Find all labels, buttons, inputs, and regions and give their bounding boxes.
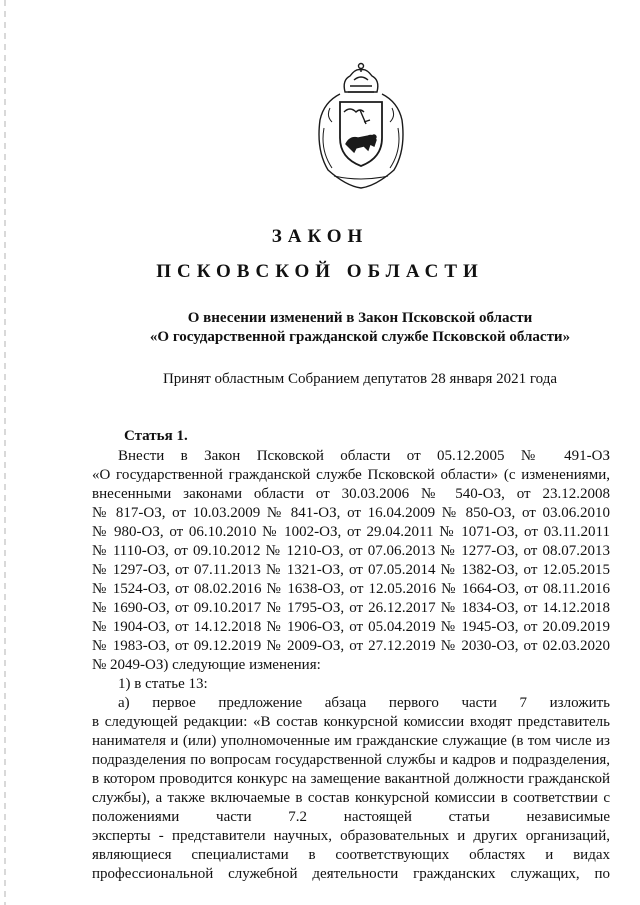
body-line: № 1110-ОЗ, от 09.10.2012 № 1210-ОЗ, от 07.06.2013 № 1277-ОЗ, от 08.07.2013 xyxy=(92,543,610,559)
adoption-note: Принят областным Собранием депутатов 28 января 2021 года xyxy=(162,371,558,387)
body-line: № 1524-ОЗ, от 08.02.2016 № 1638-ОЗ, от 12.05.2016 № 1664-ОЗ, от 08.11.2016 xyxy=(92,581,610,597)
body-line: № 1904-ОЗ, от 14.12.2018 № 1906-ОЗ, от 05.04.2019 № 1945-ОЗ, от 20.09.2019 xyxy=(92,619,610,635)
body-line: № 1690-ОЗ, от 09.10.2017 № 1795-ОЗ, от 26.12.2017 № 1834-ОЗ, от 14.12.2018 xyxy=(92,600,610,616)
body-line: № 817-ОЗ, от 10.03.2009 № 841-ОЗ, от 16.04.2009 № 850-ОЗ, от 03.06.2010 xyxy=(92,505,610,521)
article-heading: Статья 1. xyxy=(124,428,188,444)
body-line: профессиональной служебной деятельности гражданских служащих, по xyxy=(92,866,610,882)
body-line: Внести в Закон Псковской области от 05.12.2005 № 491-ОЗ xyxy=(118,448,610,464)
body-line: службы), а также включаемые в состав конкурсной комиссии в соответствии с xyxy=(92,790,610,806)
body-line: являющиеся специалистами в соответствующих областях и видах xyxy=(92,847,610,863)
body-line: внесенными законами области от 30.03.2006 № 540-ОЗ, от 23.12.2008 xyxy=(92,486,610,502)
body-line: положениями части 7.2 настоящей статьи независимые xyxy=(92,809,610,825)
body-line: в котором проводится конкурс на замещение вакантной должности гражданской xyxy=(92,771,610,787)
law-subtitle-line1: О внесении изменений в Закон Псковской области xyxy=(187,310,533,326)
body-line: подразделения по вопросам государственной службы и кадров и подразделения, xyxy=(92,752,610,768)
body-line: эксперты - представители научных, образовательных и других организаций, xyxy=(92,828,610,844)
body-line: а) первое предложение абзаца первого части 7 изложить xyxy=(118,695,610,711)
law-title: ЗАКОН xyxy=(271,226,369,247)
law-subtitle-line2: «О государственной гражданской службе Псковской области» xyxy=(149,329,571,345)
body-line: № 1297-ОЗ, от 07.11.2013 № 1321-ОЗ, от 07.05.2014 № 1382-ОЗ, от 12.05.2015 xyxy=(92,562,610,578)
body-line: № 1983-ОЗ, от 09.12.2019 № 2009-ОЗ, от 27.12.2019 № 2030-ОЗ, от 02.03.2020 xyxy=(92,638,610,654)
body-line: нанимателя и (или) уполномоченные им гражданские служащие (в том числе из xyxy=(92,733,610,749)
pskov-coat-of-arms-icon xyxy=(310,58,412,190)
body-line: «О государственной гражданской службе Псковской области» (с изменениями, xyxy=(92,467,610,483)
body-line: № 2049-ОЗ) следующие изменения: xyxy=(92,657,321,673)
body-line: в следующей редакции: «В состав конкурсной комиссии входят представитель xyxy=(92,714,610,730)
body-line: № 980-ОЗ, от 06.10.2010 № 1002-ОЗ, от 29.04.2011 № 1071-ОЗ, от 03.11.2011 xyxy=(92,524,610,540)
region-title: ПСКОВСКОЙ ОБЛАСТИ xyxy=(156,261,484,282)
body-line: 1) в статье 13: xyxy=(118,676,208,692)
scan-edge xyxy=(4,0,6,905)
